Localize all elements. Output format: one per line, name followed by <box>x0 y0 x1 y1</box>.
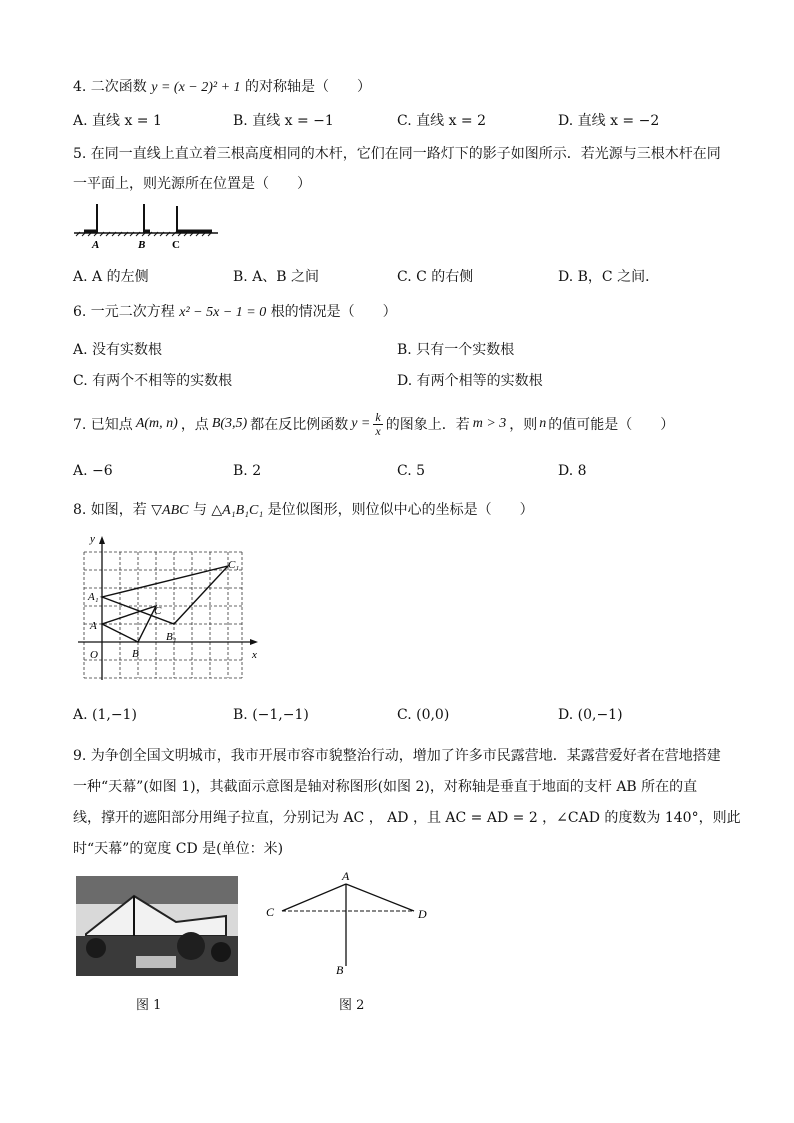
q7-text-f: 的值可能是（ ） <box>548 417 675 433</box>
q8-figure-grid <box>74 532 266 688</box>
label-c: C <box>266 905 275 919</box>
q7-fraction-denominator: x <box>375 423 381 438</box>
q5-stem-line2: 一平面上，则光源所在位置是（ ） <box>73 176 311 192</box>
q4-option-b[interactable]: B. 直线 x = −1 <box>233 113 334 129</box>
q9-figure2-diagram <box>262 866 440 980</box>
q6-option-b[interactable]: B. 只有一个实数根 <box>397 342 515 358</box>
label-b: B <box>336 963 344 977</box>
q8-stem-prefix: 8. 如图，若 <box>73 502 147 518</box>
label-y: y <box>90 533 95 545</box>
q8-stem-suffix: 是位似图形，则位似中心的坐标是（ ） <box>267 502 534 518</box>
rope-ad <box>346 884 414 911</box>
q5-stem-line1: 5. 在同一直线上直立着三根高度相同的木杆，它们在同一路灯下的影子如图所示．若光源与三根木杆在同 <box>73 146 721 162</box>
q7-option-c[interactable]: C. 5 <box>397 463 426 479</box>
q7-text-b: ，点 <box>180 417 209 433</box>
q4-formula: y = (x − 2)² + 1 <box>151 80 241 95</box>
grid-lines <box>84 552 242 678</box>
label-o: O <box>90 649 98 661</box>
label-a: A <box>92 239 100 251</box>
label-a1: A₁ <box>88 591 99 603</box>
y-axis-arrow <box>99 536 105 544</box>
q8-triangle-a1b1c1: △A₁B₁C₁ <box>211 503 264 518</box>
q6-option-c[interactable]: C. 有两个不相等的实数根 <box>73 373 233 389</box>
q9-figure2-caption: 图 2 <box>339 998 365 1013</box>
label-c: C <box>172 239 180 251</box>
label-d: D <box>418 907 427 921</box>
q9-stem-line2: 一种“天幕”(如图 1)，其截面示意图是轴对称图形(如图 2)，对称轴是垂直于地面的支杆 AB 所在的直 <box>73 779 698 795</box>
q6-formula: x² − 5x − 1 = 0 <box>179 305 267 320</box>
q5-figure-poles <box>72 200 222 252</box>
q9-figure1-caption: 图 1 <box>136 998 162 1013</box>
q7-stem <box>73 406 674 442</box>
q8-triangle-abc: ▽ABC <box>151 503 189 518</box>
q8-option-d[interactable]: D. (0,−1) <box>558 707 623 723</box>
q7-text-c: 都在反比例函数 <box>250 417 349 433</box>
q8-stem <box>73 499 534 519</box>
q6-stem-suffix: 根的情况是（ ） <box>270 304 397 320</box>
label-c1: C₁ <box>228 559 240 571</box>
q7-func-lhs: y = <box>351 416 371 431</box>
label-b: B <box>138 239 146 251</box>
q6-stem <box>73 301 397 321</box>
label-c: C <box>154 605 162 617</box>
label-b1: B₁ <box>166 631 177 643</box>
q4-option-a[interactable]: A. 直线 x = 1 <box>73 113 162 129</box>
triangle-a1b1c1 <box>102 566 228 624</box>
q7-option-a[interactable]: A. −6 <box>73 463 113 479</box>
q4-stem <box>73 76 371 96</box>
q4-stem-prefix: 4. 二次函数 <box>73 79 147 95</box>
label-x: x <box>252 649 257 661</box>
label-a: A <box>90 620 97 632</box>
q7-option-b[interactable]: B. 2 <box>233 463 262 479</box>
label-a: A <box>342 869 350 883</box>
q9-stem-line4: 时“天幕”的宽度 CD 是(单位：米) <box>73 841 284 857</box>
label-b: B <box>132 648 139 660</box>
q5-option-b[interactable]: B. A、B 之间 <box>233 269 320 285</box>
q8-option-b[interactable]: B. (−1,−1) <box>233 707 309 723</box>
q5-option-c[interactable]: C. C 的右侧 <box>397 269 474 285</box>
rope-ac <box>282 884 346 911</box>
q8-option-c[interactable]: C. (0,0) <box>397 707 450 723</box>
q7-var-n: n <box>539 416 547 431</box>
q4-option-d[interactable]: D. 直线 x = −2 <box>558 113 660 129</box>
q4-stem-suffix: 的对称轴是（ ） <box>245 79 372 95</box>
x-axis-arrow <box>250 639 258 645</box>
q7-fraction-numerator: k <box>375 409 381 424</box>
q5-option-a[interactable]: A. A 的左侧 <box>73 269 149 285</box>
q9-stem-line1: 9. 为争创全国文明城市，我市开展市容市貌整治行动，增加了许多市民露营地．某露营爱好者在营地搭建 <box>73 748 721 764</box>
q7-condition: m > 3 <box>472 416 507 431</box>
q4-option-c[interactable]: C. 直线 x = 2 <box>397 113 486 129</box>
q9-stem-line3: 线，撑开的遮阳部分用绳子拉直，分别记为 AC ， AD ，且 AC = AD = 2 ，∠CAD 的度数为 140°，则此 <box>73 810 741 826</box>
q7-point-a: A(m, n) <box>135 416 178 431</box>
q5-option-d[interactable]: D. B，C 之间． <box>558 269 660 285</box>
q7-point-b: B(3,5) <box>211 416 248 431</box>
q8-option-a[interactable]: A. (1,−1) <box>73 707 137 723</box>
q6-option-d[interactable]: D. 有两个相等的实数根 <box>397 373 543 389</box>
q7-text-d: 的图象上．若 <box>385 417 470 433</box>
q6-stem-prefix: 6. 一元二次方程 <box>73 304 175 320</box>
q9-figure1-photo <box>76 876 238 976</box>
q7-text-e: ，则 <box>509 417 538 433</box>
q8-stem-mid: 与 <box>192 502 207 518</box>
q7-text-a: 7. 已知点 <box>73 417 133 433</box>
q7-fraction <box>373 411 382 438</box>
q7-option-d[interactable]: D. 8 <box>558 463 587 479</box>
q6-option-a[interactable]: A. 没有实数根 <box>73 342 163 358</box>
